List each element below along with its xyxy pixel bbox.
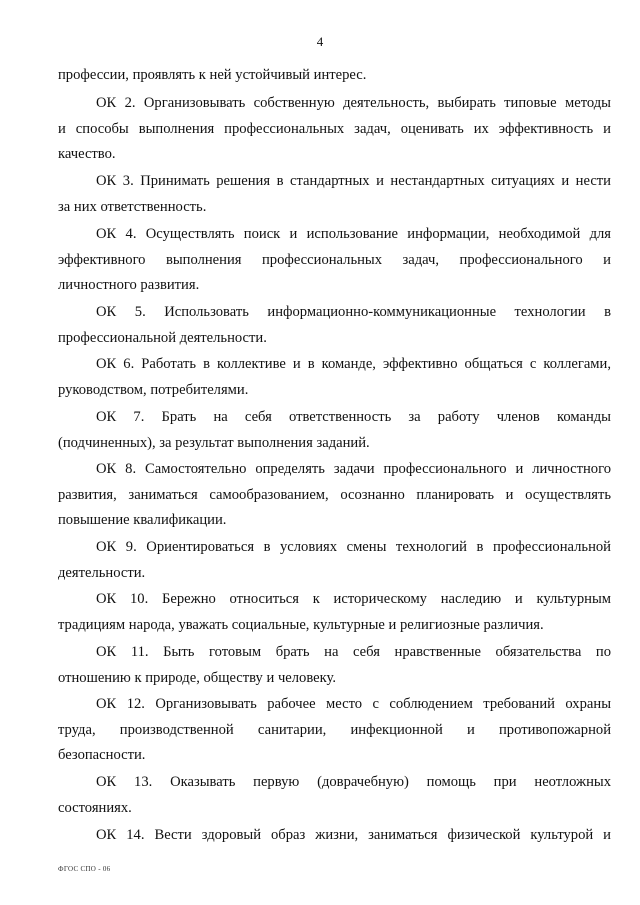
text-line: ОК 14. Вести здоровый образ жизни, заниматься физической культурой и [96, 827, 611, 843]
text-line: отношению к природе, обществу и человеку. [58, 670, 336, 686]
text-line: ОК 9. Ориентироваться в условиях смены технологий в профессиональной [96, 539, 611, 555]
text-line: ОК 2. Организовывать собственную деятельность, выбирать типовые методы [96, 95, 611, 111]
page-number: 4 [316, 34, 324, 49]
text-line: качество. [58, 146, 116, 162]
text-line: деятельности. [58, 565, 146, 581]
text-line: традициям народа, уважать социальные, культурные и религиозные различия. [58, 617, 544, 633]
text-line: и способы выполнения профессиональных задач, оценивать их эффективность и [58, 121, 611, 137]
text-line: эффективного выполнения профессиональных задач, профессионального и [58, 252, 611, 268]
text-line: состояниях. [58, 800, 132, 816]
text-line: безопасности. [58, 747, 146, 763]
text-line: труда, производственной санитарии, инфекционной и противопожарной [58, 722, 611, 738]
text-line: ОК 4. Осуществлять поиск и использование информации, необходимой для [96, 226, 611, 242]
text-line: личностного развития. [58, 277, 200, 293]
text-line: ОК 6. Работать в коллективе и в команде, эффективно общаться с коллегами, [96, 356, 611, 372]
text-line: развития, заниматься самообразованием, осознанно планировать и осуществлять [58, 487, 611, 503]
text-line: (подчиненных), за результат выполнения заданий. [58, 435, 370, 451]
text-line: профессии, проявлять к ней устойчивый интерес. [58, 67, 367, 83]
text-line: ОК 13. Оказывать первую (доврачебную) помощь при неотложных [96, 774, 611, 790]
text-line: повышение квалификации. [58, 512, 227, 528]
footer-code: ФГОС СПО - 06 [58, 865, 111, 873]
text-line: ОК 11. Быть готовым брать на себя нравственные обязательства по [96, 644, 611, 660]
text-line: за них ответственность. [58, 199, 207, 215]
text-line: ОК 12. Организовывать рабочее место с соблюдением требований охраны [96, 696, 611, 712]
text-line: ОК 3. Принимать решения в стандартных и нестандартных ситуациях и нести [96, 173, 611, 189]
text-line: руководством, потребителями. [58, 382, 249, 398]
text-line: ОК 5. Использовать информационно-коммуникационные технологии в [96, 304, 611, 320]
text-line: ОК 8. Самостоятельно определять задачи профессионального и личностного [96, 461, 611, 477]
text-line: профессиональной деятельности. [58, 330, 267, 346]
text-line: ОК 7. Брать на себя ответственность за работу членов команды [96, 409, 611, 425]
text-line: ОК 10. Бережно относиться к историческому наследию и культурным [96, 591, 611, 607]
